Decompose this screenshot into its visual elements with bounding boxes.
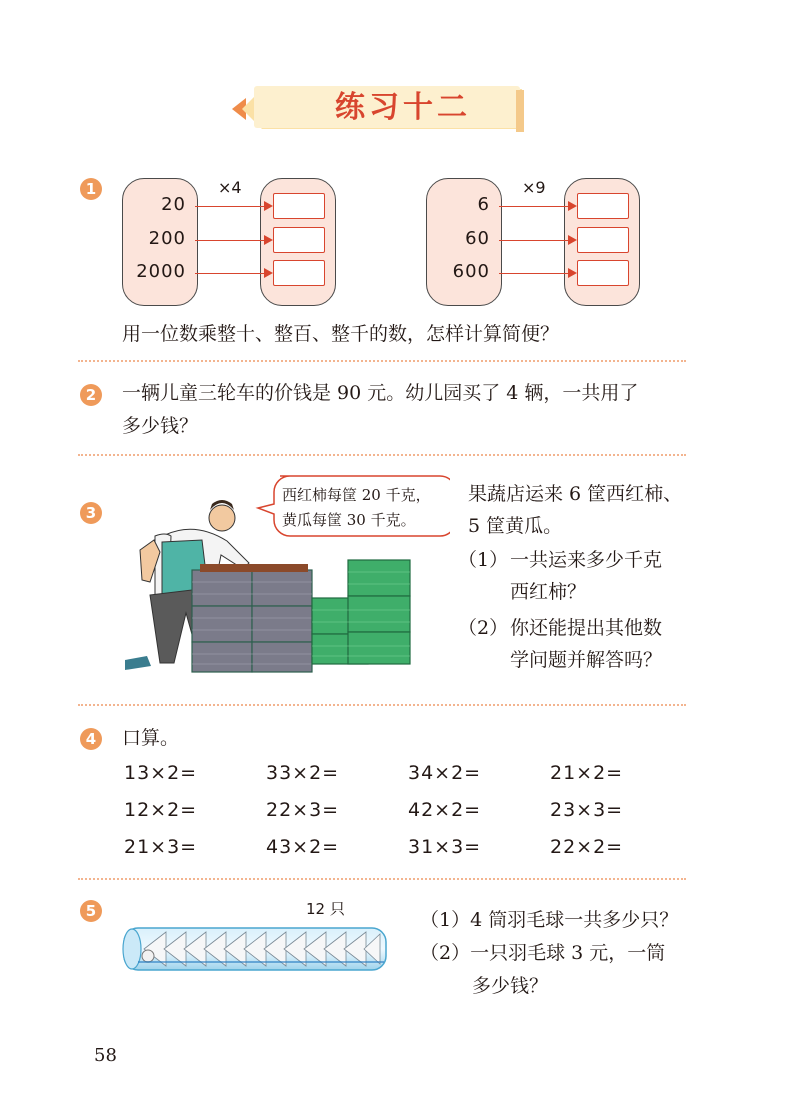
calc-r1-c3: 23×3= (550, 799, 624, 821)
problem-3-q2-line-2: 学问题并解答吗？ (510, 649, 663, 671)
right-answer-box-1[interactable] (577, 227, 629, 253)
calc-r2-c0: 21×3= (124, 836, 198, 858)
right-input-0: 6 (477, 194, 490, 215)
problem-3-number: 3 (80, 502, 102, 524)
problem-1-question: 用一位数乘整十、整百、整千的数，怎样计算简便？ (122, 323, 560, 345)
right-input-1: 60 (465, 228, 490, 249)
speech-bubble-line-1: 西红柿每筐 20 千克， (282, 486, 431, 504)
right-operation: ×9 (522, 178, 546, 197)
page-title: 练习十二 (335, 90, 471, 125)
divider-1 (78, 360, 686, 362)
problem-3-text-line-2: 5 筐黄瓜。 (468, 515, 563, 537)
calc-r1-c0: 12×2= (124, 799, 198, 821)
right-answer-box-0[interactable] (577, 193, 629, 219)
page-number: 58 (94, 1045, 117, 1066)
left-arrow-0 (195, 206, 265, 207)
left-answer-box-1[interactable] (273, 227, 325, 253)
left-answer-box-0[interactable] (273, 193, 325, 219)
calc-r0-c1: 33×2= (266, 762, 340, 784)
left-arrowhead-0 (264, 201, 273, 211)
problem-5-q2-line-2: 多少钱？ (472, 975, 549, 997)
right-arrow-1 (499, 240, 569, 241)
right-arrowhead-0 (568, 201, 577, 211)
problem-2-line-1: 一辆儿童三轮车的价钱是 90 元。幼儿园买了 4 辆，一共用了 (122, 382, 639, 404)
left-arrowhead-2 (264, 268, 273, 278)
left-arrowhead-1 (264, 235, 273, 245)
right-arrow-2 (499, 273, 569, 274)
left-input-0: 20 (161, 194, 186, 215)
problem-3-q1-line-1: 一共运来多少千克 (510, 549, 663, 571)
right-arrow-0 (499, 206, 569, 207)
problem-5-q2-line-1: （2）一只羽毛球 3 元，一筒 (420, 942, 666, 964)
problem-3-q2-line-1: 你还能提出其他数 (510, 617, 663, 639)
problem-3-text-line-1: 果蔬店运来 6 筐西红柿、 (468, 483, 683, 505)
left-input-2: 2000 (136, 261, 186, 282)
speech-bubble-line-2: 黄瓜每筐 30 千克。 (282, 511, 416, 529)
calc-r1-c1: 22×3= (266, 799, 340, 821)
right-input-2: 600 (452, 261, 490, 282)
calc-r2-c2: 31×3= (408, 836, 482, 858)
left-input-1: 200 (148, 228, 186, 249)
left-arrow-2 (195, 273, 265, 274)
tube-count-label: 12 只 (306, 900, 345, 918)
calc-r0-c0: 13×2= (124, 762, 198, 784)
problem-3-q1-label: （1） (458, 549, 509, 571)
problem-1-number: 1 (80, 178, 102, 200)
left-arrow-1 (195, 240, 265, 241)
problem-3-q2-label: （2） (458, 617, 509, 639)
divider-3 (78, 704, 686, 706)
calc-r0-c3: 21×2= (550, 762, 624, 784)
calc-r2-c1: 43×2= (266, 836, 340, 858)
right-answer-box-2[interactable] (577, 260, 629, 286)
shuttlecock-tube-illustration (118, 918, 394, 980)
left-operation: ×4 (218, 178, 242, 197)
problem-2-number: 2 (80, 384, 102, 406)
divider-4 (78, 878, 686, 880)
problem-4-heading: 口算。 (122, 727, 180, 749)
right-arrowhead-2 (568, 268, 577, 278)
calc-r2-c3: 22×2= (550, 836, 624, 858)
calc-r1-c2: 42×2= (408, 799, 482, 821)
problem-3-q1-line-2: 西红柿？ (510, 581, 587, 603)
problem-2-line-2: 多少钱？ (122, 415, 199, 437)
problem-5-q1: （1）4 筒羽毛球一共多少只？ (420, 909, 679, 931)
problem-5-number: 5 (80, 900, 102, 922)
calc-r0-c2: 34×2= (408, 762, 482, 784)
problem-4-number: 4 (80, 728, 102, 750)
divider-2 (78, 454, 686, 456)
left-answer-box-2[interactable] (273, 260, 325, 286)
right-arrowhead-1 (568, 235, 577, 245)
